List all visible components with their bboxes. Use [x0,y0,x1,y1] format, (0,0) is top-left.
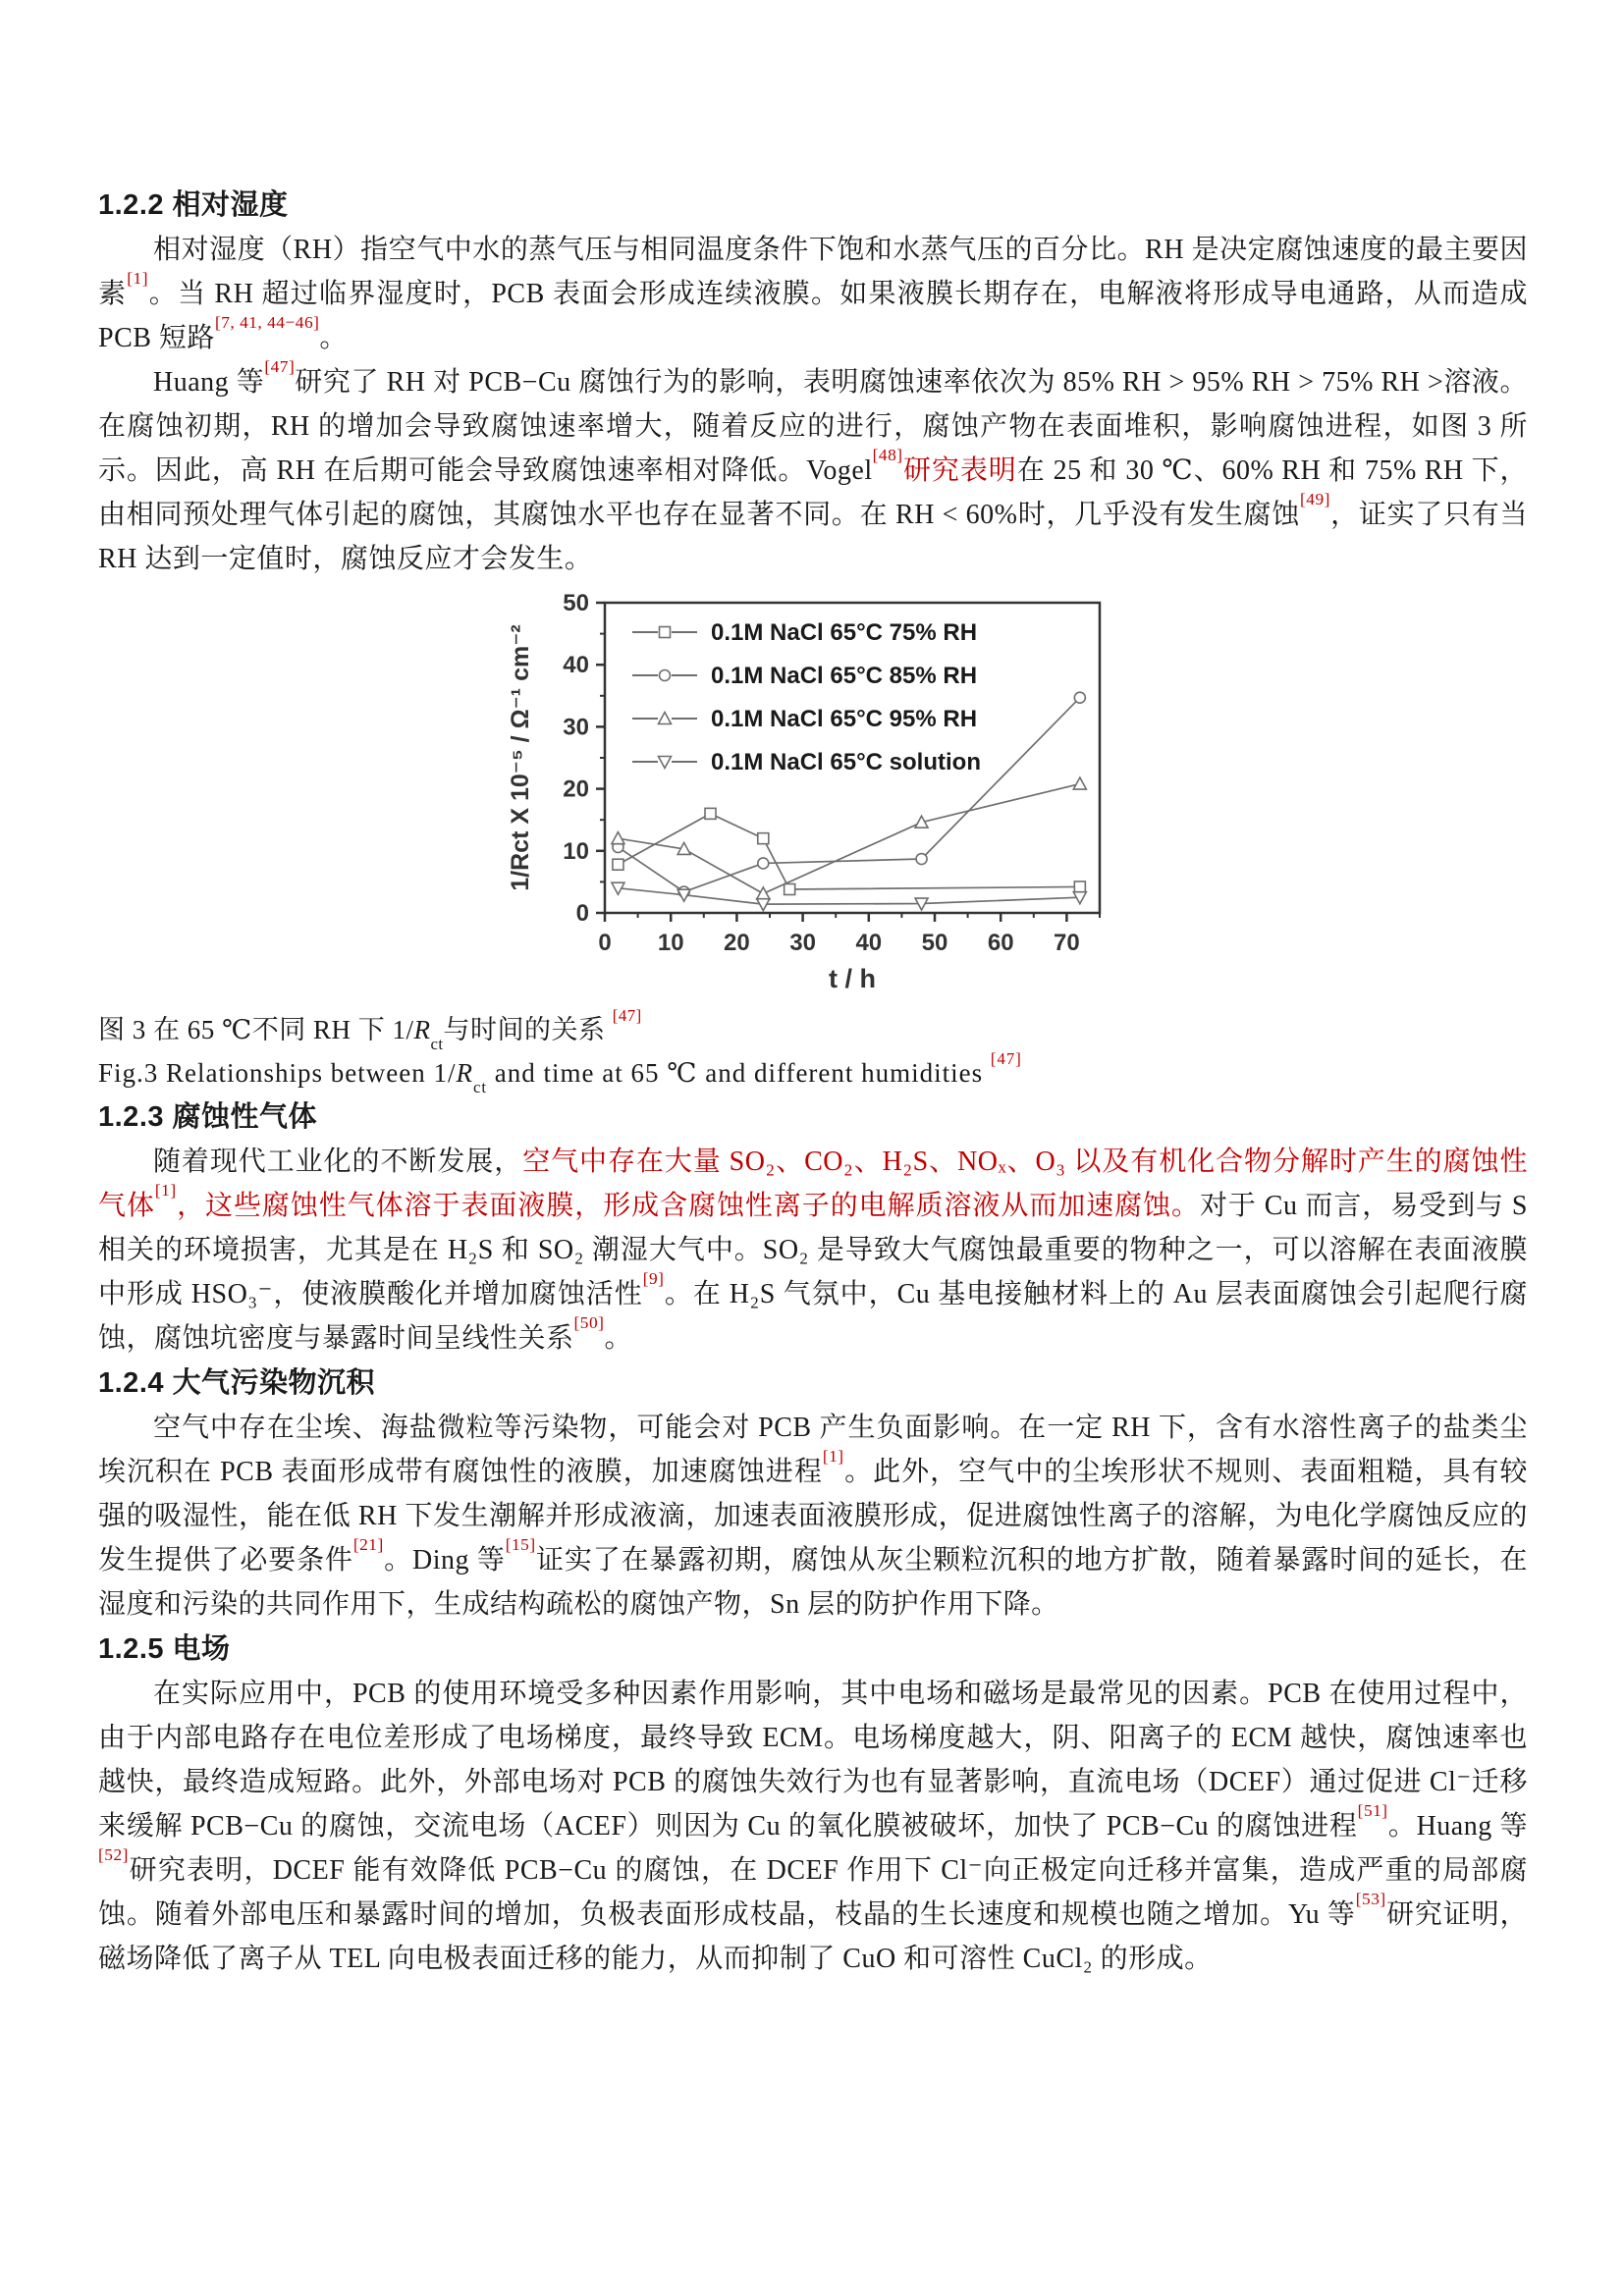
legend-label: 0.1M NaCl 65°C 85% RH [711,663,978,689]
para-relative-humidity-1 [98,228,1528,360]
heading-1-2-3: 1.2.3 腐蚀性气体 [98,1101,318,1133]
heading-1-2-4: 1.2.4 大气污染物沉积 [98,1367,376,1399]
marker-square [660,627,671,638]
series-line [618,784,1079,894]
text-run: 图 3 在 65 ℃不同 RH 下 1/ [98,1015,414,1044]
text-run: 。Ding 等 [383,1545,506,1575]
text-run: R [456,1058,473,1088]
text-run: ，这些腐蚀性气体溶于表面液膜，形成含腐蚀性离子的电解质溶液从而加速腐蚀。 [176,1191,1200,1221]
x-axis-label: t / h [829,964,876,993]
citation-ref: [21] [352,1535,384,1554]
citation-ref: [47] [264,357,296,376]
text-run: 与时间的关系 [443,1015,613,1044]
marker-triangle-up [757,887,770,899]
marker-square [758,833,769,844]
citation-ref: [48] [872,446,903,464]
citation-ref: [9] [642,1269,665,1288]
text-run: ，证实了只有当 RH 达到一定值时，腐蚀反应才会发生。 [98,500,1528,574]
x-tick-label: 30 [789,930,816,956]
marker-circle [758,858,769,869]
marker-square [785,883,795,894]
text-run: 空气中存在大量 SO₂、CO₂、H₂S、NOₓ、O₃ 以及有机化合物分解时产生的腐蚀性气体 [98,1147,1528,1221]
marker-triangle-up [659,713,672,724]
citation-ref: [51] [1357,1801,1388,1820]
heading-1-2-2: 1.2.2 相对湿度 [98,189,289,221]
y-tick-label: 50 [563,590,589,616]
text-run: 证实了在暴露初期，腐蚀从灰尘颗粒沉积的地方扩散，随着暴露时间的延长，在湿度和污染的共同作用下，生成结构疏松的腐蚀产物，Sn 层的防护作用下降。 [98,1545,1528,1620]
para-electric-field [98,1672,1528,1981]
x-tick-label: 0 [598,930,612,956]
citation-ref: [1] [822,1447,844,1466]
marker-circle [1074,692,1085,703]
x-tick-label: 50 [921,930,948,956]
para-corrosive-gases [98,1140,1528,1361]
line-chart-svg [499,589,1127,999]
x-tick-label: 70 [1054,930,1080,956]
para-relative-humidity-2 [98,357,1529,581]
y-tick-label: 40 [563,652,589,679]
marker-triangle-down [659,757,672,769]
text-run: ct [430,1034,444,1053]
marker-square [1074,881,1085,892]
y-axis-label: 1/Rct X 10⁻⁵ / Ω⁻¹ cm⁻² [507,624,534,891]
text-run: 研究证明，磁场降低了离子从 TEL 向电极表面迁移的能力，从而抑制了 CuO 和可溶性 CuCl₂ 的形成。 [98,1899,1528,1974]
y-tick-label: 20 [563,775,589,803]
y-tick-label: 0 [575,900,589,927]
text-run: 研究了 RH 对 PCB−Cu 腐蚀行为的影响，表明腐蚀速率依次为 85% RH > 95% RH > 75% RH >溶液。在腐蚀初期，RH 的增加会导致腐蚀速率增大，随着反应的进行，腐蚀产物在表面堆积，影响腐蚀进程，如图 3 所示。因此，高 RH 在后期可能会导致腐蚀速率相对降低。Vogel [98,367,1528,486]
x-tick-label: 40 [855,930,883,956]
y-tick-label: 30 [563,714,589,741]
y-tick-label: 10 [563,837,589,865]
text-run: 空气中存在尘埃、海盐微粒等污染物，可能会对 PCB 产生负面影响。在一定 RH 下，含有水溶性离子的盐类尘埃沉积在 PCB 表面形成带有腐蚀性的液膜，加速腐蚀进程 [98,1413,1528,1487]
x-tick-label: 60 [987,930,1014,956]
text-run: 。在 H₂S 气氛中，Cu 基电接触材料上的 Au 层表面腐蚀会引起爬行腐蚀，腐蚀坑密度与暴露时间呈线性关系 [98,1279,1528,1354]
citation-ref: [47] [990,1048,1022,1068]
heading-1-2-5: 1.2.5 电场 [98,1633,231,1665]
text-run: 研究表明 [902,455,1017,486]
citation-ref: [15] [505,1535,536,1554]
citation-ref: [47] [612,1005,642,1025]
figure-3-caption-zh [98,1005,1528,1053]
legend-label: 0.1M NaCl 65°C 95% RH [711,706,978,732]
citation-ref: [52] [98,1845,129,1864]
legend-label: 0.1M NaCl 65°C 75% RH [711,619,978,646]
citation-ref: [49] [1299,490,1330,508]
text-run: 相对湿度（RH）指空气中水的蒸气压与相同温度条件下饱和水蒸气压的百分比。RH 是决定腐蚀速度的最主要因素 [98,235,1528,309]
citation-ref: [50] [573,1313,605,1332]
text-run: 。Huang 等 [1387,1811,1528,1842]
citation-ref: [1] [154,1181,177,1200]
text-run: 。 [319,323,348,353]
text-run: R [413,1015,431,1044]
legend-label: 0.1M NaCl 65°C solution [711,749,981,775]
text-run: 。当 RH 超过临界湿度时，PCB 表面会形成连续液膜。如果液膜长期存在，电解液将形成导电通路，从而造成 PCB 短路 [98,279,1528,353]
text-run: 。此外，空气中的尘埃形状不规则、表面粗糙，具有较强的吸湿性，能在低 RH 下发生潮解并形成液滴，加速表面液膜形成，促进腐蚀性离子的溶解，为电化学腐蚀反应的发生提供了必要条件 [98,1457,1528,1575]
text-run: ct [472,1077,488,1096]
text-run: 在 25 和 30 ℃、60% RH 和 75% RH 下，由相同预处理气体引起的腐蚀，其腐蚀水平也存在显著不同。在 RH < 60%时，几乎没有发生腐蚀 [98,455,1529,530]
marker-circle [916,854,927,865]
text-run: 随着现代工业化的不断发展， [153,1147,523,1177]
text-run: 研究表明，DCEF 能有效降低 PCB−Cu 的腐蚀，在 DCEF 作用下 Cl⁻向正极定向迁移并富集，造成严重的局部腐蚀。随着外部电压和暴露时间的增加，负极表面形成枝晶，枝晶的生长速度和规模也随之增加。Yu 等 [98,1855,1528,1930]
text-run: 。 [604,1323,632,1354]
citation-ref: [7, 41, 44−46] [214,313,320,332]
marker-triangle-up [1073,777,1086,789]
marker-triangle-up [612,832,624,844]
figure-3-caption-en [98,1048,1528,1096]
citation-ref: [1] [127,269,148,288]
text-run: Fig.3 Relationships between 1/ [98,1058,457,1088]
para-atmospheric-pollutants [98,1406,1528,1627]
x-tick-label: 20 [724,930,750,956]
marker-circle [660,670,671,681]
citation-ref: [53] [1355,1890,1386,1908]
text-run: 在实际应用中，PCB 的使用环境受多种因素作用影响，其中电场和磁场是最常见的因素。PCB 在使用过程中，由于内部电路存在电位差形成了电场梯度，最终导致 ECM。电场梯度越大，阴、阳离子的 ECM 越快，腐蚀速率也越快，最终造成短路。此外，外部电场对 PCB 的腐蚀失效行为也有显著影响，直流电场（DCEF）通过促进 Cl⁻迁移来缓解 PCB−Cu 的腐蚀，交流电场（ACEF）则因为 Cu 的氧化膜被破坏，加快了 PCB−Cu 的腐蚀进程 [98,1679,1528,1842]
x-tick-label: 10 [657,930,684,956]
figure-3 [98,589,1528,1004]
marker-square [705,808,716,819]
text-run: and time at 65 ℃ and different humidities [487,1058,991,1088]
text-run: 对于 Cu 而言，易受到与 S 相关的环境损害，尤其是在 H₂S 和 SO₂ 潮湿大气中。SO₂ 是导致大气腐蚀最重要的物种之一，可以溶解在表面液膜中形成 HSO₃⁻，使液膜酸化并增加腐蚀活性 [98,1191,1528,1309]
marker-square [613,859,623,870]
text-run: Huang 等 [153,367,265,398]
